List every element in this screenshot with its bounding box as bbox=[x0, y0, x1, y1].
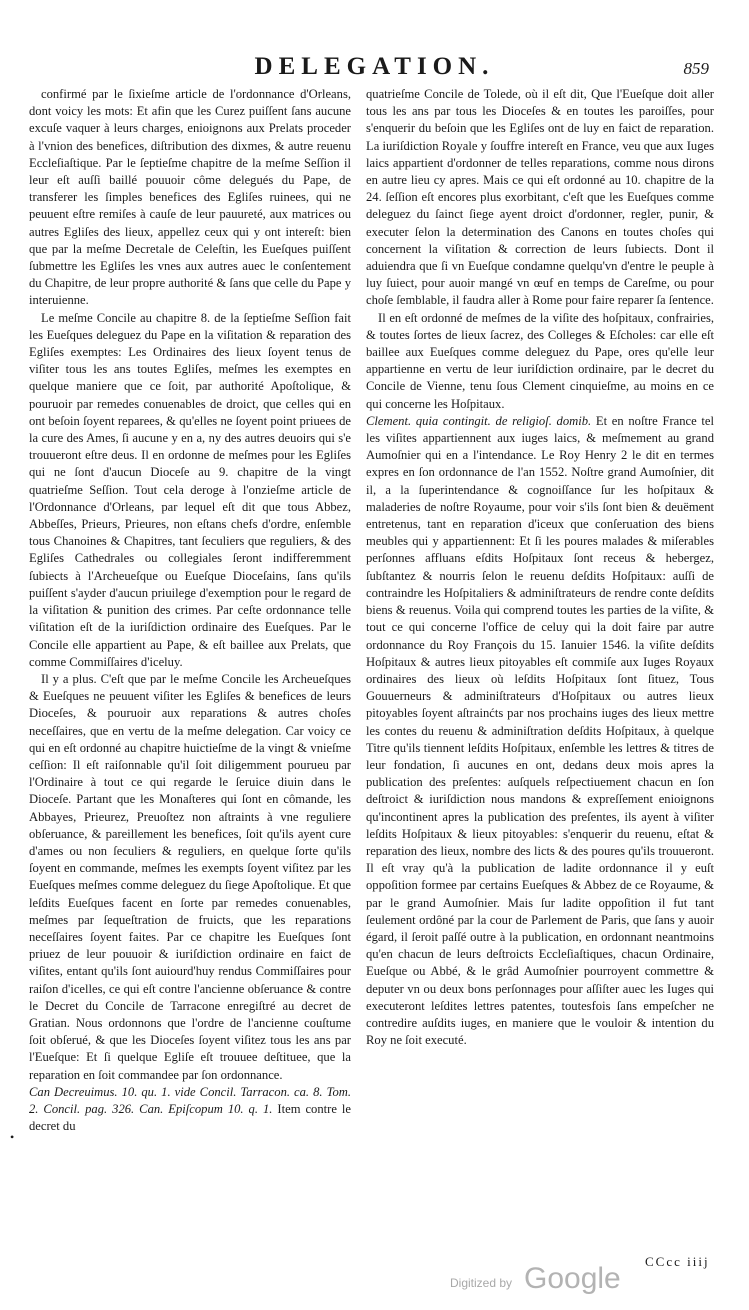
watermark-prefix: Digitized by bbox=[450, 1276, 513, 1290]
digitization-watermark bbox=[440, 1262, 720, 1302]
margin-bullet-mark: • bbox=[10, 1130, 15, 1144]
paragraph: quatrieſme Concile de Tolede, où il eſt dit, Que l'Eueſque doit aller tous les ans par tous les Dioceſes & en toutes les paroiſſes, pour s'enquerir du beſoin que les Egliſes ont de luy en faict de reparation. La iuriſdiction Royale y ſouffre intereſt en France, veu que aux Iuges laics appartient d'ordonner de telles reparations, comme nous dirons en autre lieu cy apres. Mais ce qui eſt ordonné au 10. chapitre de la 24. ſeſſion eſt encores plus exorbitant, c'eſt que les Eueſques comme deleguez du ſainct ſiege ayent droict d'ordonner, regler, punir, & executer ſelon la determination des Canons en toutes choſes qui concernent la viſitation & correction de leurs ſubiects. Dont il aduiendra que ſi vn Eueſque condamne quelqu'vn d'entre le peuple à luy ſuiect, pour auoir mangé vn œuf en temps de Careſme, ou pour choſe ſemblable, il faudra aller à Rome pour faire reparer ſa ſentence. bbox=[366, 87, 714, 308]
running-head bbox=[0, 52, 749, 82]
paragraph: Il y a plus. C'eſt que par le meſme Concile les Archeueſques & Eueſques ne peuuent viſiter les Egliſes & benefices de leurs Dioceſes, & pouruoir aux reparations & autres choſes neceſſaires, que en vertu de la meſme delegation. Car voicy ce qui en eſt ordonné au chapitre huictieſme de la vingt & vnieſme ceſſion: Il eſt raiſonnable qu'il ſoit diligemment pourueu par l'Ordinaire à tout ce qui regarde le ſeruice diuin dans le Dioceſe. Partant que les Monaſteres qui ſont en cômande, les Abbayes, Prieurez, Preuoſtez non aſtraints à vne reguliere obſeruance, & pareillement les benefices, ſoit qu'ils ayent cure d'ames ou non ſeculiers & reguliers, en quelque ſorte qu'ils ſoyent en commande, meſmes les exempts ſoyent viſitez par les Eueſques meſmes comme deleguez du ſiege Apoſtolique. Et que leſdits Eueſques facent en ſorte par remedes conuenables, meſmes par ſequeſtration de fruicts, que les reparations neceſſaires ſoyent faites. Par ce chapitre les Eueſques ſont priuez de leur pouuoir & iuriſdiction ordinaire en faict de viſites, entant qu'ils ſont auiourd'huy rendus Commiſſaires pour raiſon d'icelles, ce qui eſt contre l'ancienne obſeruance & contre le Decret du Concile de Tarracone enregiſtré au decret de Gratian. Nous ordonnons que l'ordre de l'ancienne couſtume ſoit obſerué, & que les Dioceſes ſoyent viſitez tous les ans par l'Eueſque: Et ſi quelque Egliſe eſt trouuee deſtituee, que la reparation en ſoit commandee par ſon ordonnance. bbox=[29, 671, 351, 1082]
running-title: DELEGATION. bbox=[254, 53, 495, 80]
printer-signature-mark: CCcc iiij bbox=[645, 1254, 710, 1269]
watermark-brand: Google bbox=[524, 1262, 621, 1295]
marginal-citation: Can Decreuimus. 10. qu. 1. vide Concil. Tarracon. ca. 8. Tom. 2. Concil. pag. 326. Can. Epiſcopum 10. q. 1. bbox=[29, 1084, 351, 1116]
left-text-column bbox=[29, 86, 351, 1135]
marginal-citation: Clement. quia contingit. de religioſ. domib. bbox=[366, 413, 592, 428]
paragraph-body: Et en noſtre France tel les viſites appartiennent aux iuges laics, & meſmement au grand Aumoſnier qui en a l'intendance. Le Roy Henry 2 le dit en termes expres en ſon ordonnance de l'an 1552. Noſtre grand Aumoſnier, dit il, a la ſuperintendance & cognoiſſance ſur les hoſpitaux & maladeries de noſtre Royaume, pour voir s'ils ſont bien & deuëment entretenus, tant en reparation d'iceux que conſeruation des biens meubles qui y appartiennent: Et ſi les poures malades & miſerables perſonnes affluans eſdits Hoſpitaux ſont receus & hebergez, ſubſtantez & nourris ſelon le reuenu deſdits Hoſpitaux: auſſi de contraindre les Hoſpitaliers & adminiſtrateurs de rendre conte deſdits biens & reuenus. Voila qui comprend toutes les parties de la viſite, & tout ce qui concerne l'office de celuy qui la doit faire par autre ordonnance du Roy François du 15. Ianuier 1546. la viſite deſdits Hoſpitaux & autres lieux pitoyables eſt commiſe aux Iuges Royaux ordinaires des lieux où leſdits Hoſpitaux ſont ſituez, Tous Gouuerneurs & adminiſtrateurs d'Hoſpitaux ou autres lieux pitoyables ſoyent aſtrainćts par nos prochains iuges des lieux mettre les contes du reuenu & adminiſtration deſdits Hoſpitaux, à quelque Titre qu'ils tiennent leſdits Hoſpitaux, enſemble les lettres & titres de leur fondation, ſi aucunes en ont, dedans deux mois apres la publication des preſentes: auſquels reſpectiuement chacun en ſon deſtroict & iuriſdiction nous mandons & expreſſement enioignons qu'incontinent apres la publication des preſentes, ils ayent à viſiter leſdits Hoſpitaux & lieux pitoyables: s'enquerir du reuenu, eſtat & reparation des lieux, nombre des licts & des poures qu'ils trouueront. Il eſt vray qu'à la publication de ladite ordonnance il y euſt oppoſition formee par certains Eueſques & Abbez de ce Royaume, & par le grand Aumoſnier. Mais ſur ladite oppoſition il fut tant ſeulement ordôné par la cour de Parlement de Paris, que ſans y auoir égard, il ſeroit paſſé outre à la publication, en ordonnant neantmoins qu'en chacun de leurs deſtroicts Eccleſiaſtiques, chacun Ordinaire, Eueſque ou Abbé, & le grâd Aumoſnier pourroyent commettre & deputer vn ou deux bons perſonnages pour aſſiſter auec les Iuges qui executeront leſdites lettres patentes, toutesfois ſans empeſcher ne contredire auſdits iuges, en maniere que le vouloir & intention du Roy ne ſoit executé. bbox=[366, 413, 714, 1048]
paragraph: Le meſme Concile au chapitre 8. de la ſeptieſme Seſſion fait les Eueſques deleguez du Pape en la viſitation & reparation des Egliſes exemptes: Les Ordinaires des lieux ſoyent tenus de viſiter tous les ans toutes Egliſes, meſmes les exemptes en quelque maniere que ce ſoit, par authorité Apoſtolique, & pouruoir par remedes conuenables de droict, que celles qui en ont beſoin ſoyent reparees, & qu'elles ne ſoyent point priuees de la cure des Ames, ſi aucune y en a, ny des autres deuoirs qui s'e trouueront eſtre deus. Il en ordonne de meſmes pour les Egliſes qui ne ſont d'aucun Dioceſe au 9. chapitre de la vingt quatrieſme Seſſion. Tout cela deroge à l'onzieſme article de l'Ordonnance d'Orleans, par lequel eſt dit que tous Abbez, Abbeſſes, Prieurs, Prieures, non eſtans chefs d'ordre, enſemble tous Chanoines & Chapitres, tant ſeculiers que reguliers, & des Egliſes Cathedrales ou collegiales ſeront indifferemment ſubiects à l'Archeueſque ou Eueſque Dioceſains, ſans qu'ils puiſſent s'ayder d'aucun priuilege d'exemption pour le regard de la viſitation & punition des crimes. Par ceſte ordonnance telle viſitation eſt de la iuriſdiction ordinaire des Eueſques. Par le Concile elle appartient au Pape, & eſt baillee aux Prelats, que comme Commiſſaires d'iceluy. bbox=[29, 310, 351, 669]
paragraph: confirmé par le ſixieſme article de l'ordonnance d'Orleans, dont voicy les mots: Et afin que les Curez puiſſent ſans aucune excuſe vaquer à leurs charges, enioignons aux Prelats proceder à l'vnion des benefices, diſtribution des dixmes, & autre reuenu Eccleſiaſtique. Par le ſeptieſme chapitre de la meſme Seſſion il leur eſt auſſi baillé pouuoir côme delegués du Pape, de transferer les ſimples benefices des Egliſes ruinees, qui ne peuuent eſtre remiſes à cauſe de leur pauureté, aux matrices ou autres Egliſes des lieux, appellez ceux qui y ont intereſt: bien que par la meſme Decretale de Celeſtin, les Eueſques puiſſent ſubmettre les Egliſes les vnes aux autres auec le conſentement du Chapitre, de leur propre authorité & ſans que celle du Pape y interuienne. bbox=[29, 87, 351, 308]
right-text-column bbox=[366, 86, 714, 1049]
page-number: 859 bbox=[683, 59, 709, 78]
paragraph bbox=[29, 1084, 351, 1136]
paragraph-tail: Item contre le decret du bbox=[29, 1101, 351, 1134]
paragraph bbox=[366, 413, 714, 1050]
paragraph: Il en eſt ordonné de meſmes de la viſite des hoſpitaux, confrairies, & toutes ſortes de lieux ſacrez, des Colleges & Eſcholes: car elle eſt baillee aux Eueſques comme deleguez du Pape, ores qu'elle leur appartienne en vertu de leur iuriſdiction ordinaire, par le decret du Concile de Vienne, tenu ſous Clement cinquieſme, au moins en ce qui concerne les Hoſpitaux. bbox=[366, 310, 714, 411]
